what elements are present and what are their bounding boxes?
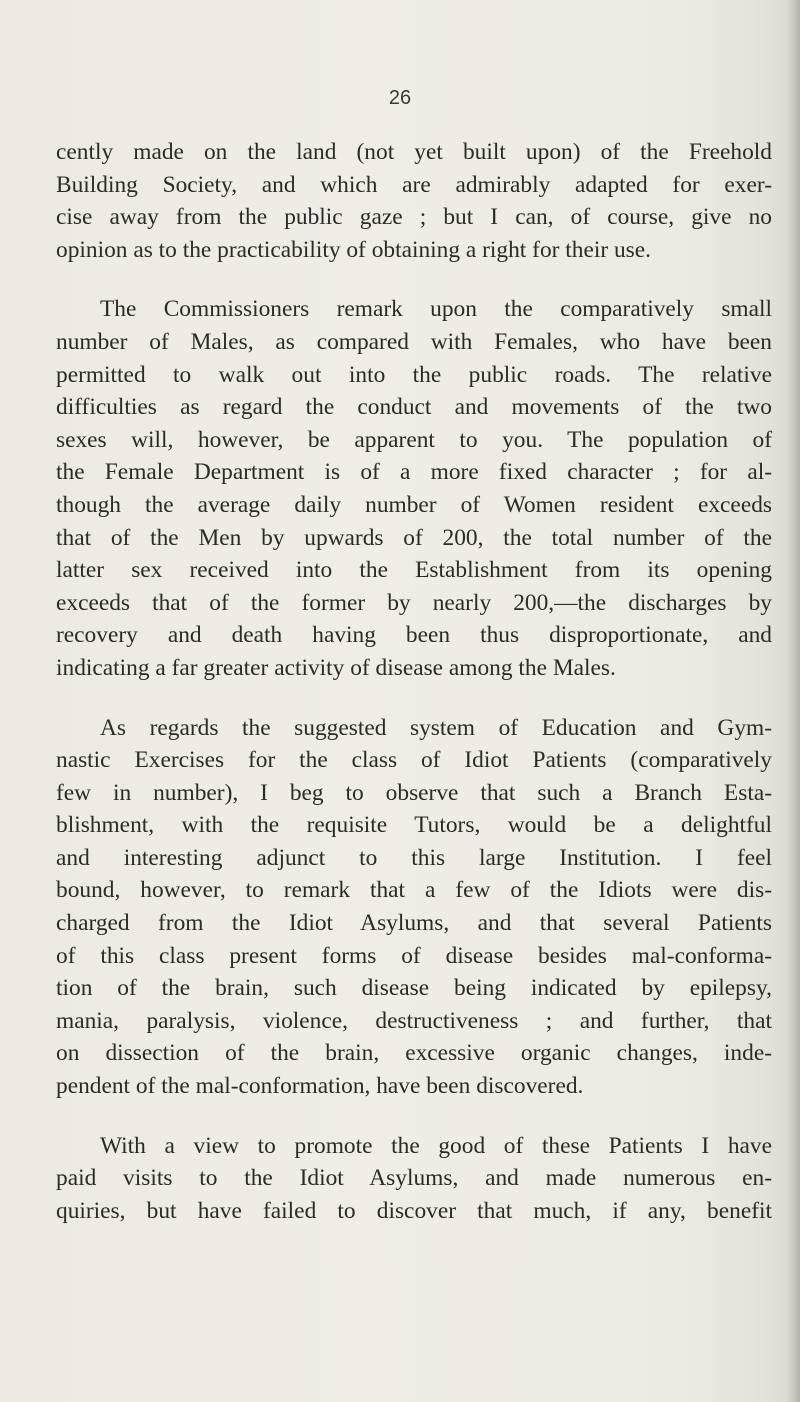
text-line: though the average daily number of Women resident exceeds xyxy=(56,491,772,518)
text-line: quiries, but have failed to discover that much, if any, benefit xyxy=(56,1197,772,1224)
text-line: bound, however, to remark that a few of the Idiots were dis- xyxy=(56,877,772,904)
text-line: As regards the suggested system of Education and Gym- xyxy=(100,714,772,741)
paragraph-2 xyxy=(56,293,772,684)
text-line: difficulties as regard the conduct and movements of the two xyxy=(56,394,772,421)
text-line: cise away from the public gaze ; but I can, of course, give no xyxy=(56,204,772,231)
text-line: The Commissioners remark upon the comparatively small xyxy=(100,296,772,323)
text-line: pendent of the mal-conformation, have been discovered. xyxy=(56,1073,584,1100)
text-line: the Female Department is of a more fixed character ; for al- xyxy=(56,459,772,486)
page-number: 26 xyxy=(388,87,412,109)
text-line: mania, paralysis, violence, destructiveness ; and further, that xyxy=(56,1007,772,1034)
text-line: permitted to walk out into the public roads. The relative xyxy=(56,361,772,388)
body-text xyxy=(56,136,772,1227)
text-line: and interesting adjunct to this large Institution. I feel xyxy=(56,844,772,871)
text-line: that of the Men by upwards of 200, the total number of the xyxy=(56,524,772,551)
text-line: number of Males, as compared with Females, who have been xyxy=(56,328,772,355)
text-line: tion of the brain, such disease being indicated by epilepsy, xyxy=(56,975,772,1002)
text-line: charged from the Idiot Asylums, and that several Patients xyxy=(56,910,772,937)
text-line: exceeds that of the former by nearly 200,—the discharges by xyxy=(56,589,772,616)
text-line: indicating a far greater activity of disease among the Males. xyxy=(56,654,616,681)
paragraph-3 xyxy=(56,712,772,1103)
text-line: latter sex received into the Establishment from its opening xyxy=(56,557,772,584)
text-line: Building Society, and which are admirably adapted for exer- xyxy=(56,171,772,198)
text-line: With a view to promote the good of these Patients I have xyxy=(100,1132,772,1159)
text-line: paid visits to the Idiot Asylums, and made numerous en- xyxy=(56,1165,772,1192)
text-line: of this class present forms of disease besides mal-conforma- xyxy=(56,942,772,969)
text-line: nastic Exercises for the class of Idiot Patients (comparatively xyxy=(56,747,772,774)
text-line: cently made on the land (not yet built upon) of the Freehold xyxy=(56,139,772,165)
paragraph-1 xyxy=(56,136,772,266)
text-line: recovery and death having been thus disproportionate, and xyxy=(56,622,772,649)
page-edge-shadow xyxy=(786,0,800,1402)
paragraph-4 xyxy=(56,1130,772,1228)
text-line: sexes will, however, be apparent to you. The population of xyxy=(56,426,772,453)
text-line: on dissection of the brain, excessive organic changes, inde- xyxy=(56,1040,772,1067)
text-line: few in number), I beg to observe that such a Branch Esta- xyxy=(56,779,772,806)
text-line: blishment, with the requisite Tutors, would be a delightful xyxy=(56,812,772,839)
text-line: opinion as to the practicability of obtaining a right for their use. xyxy=(56,236,652,263)
